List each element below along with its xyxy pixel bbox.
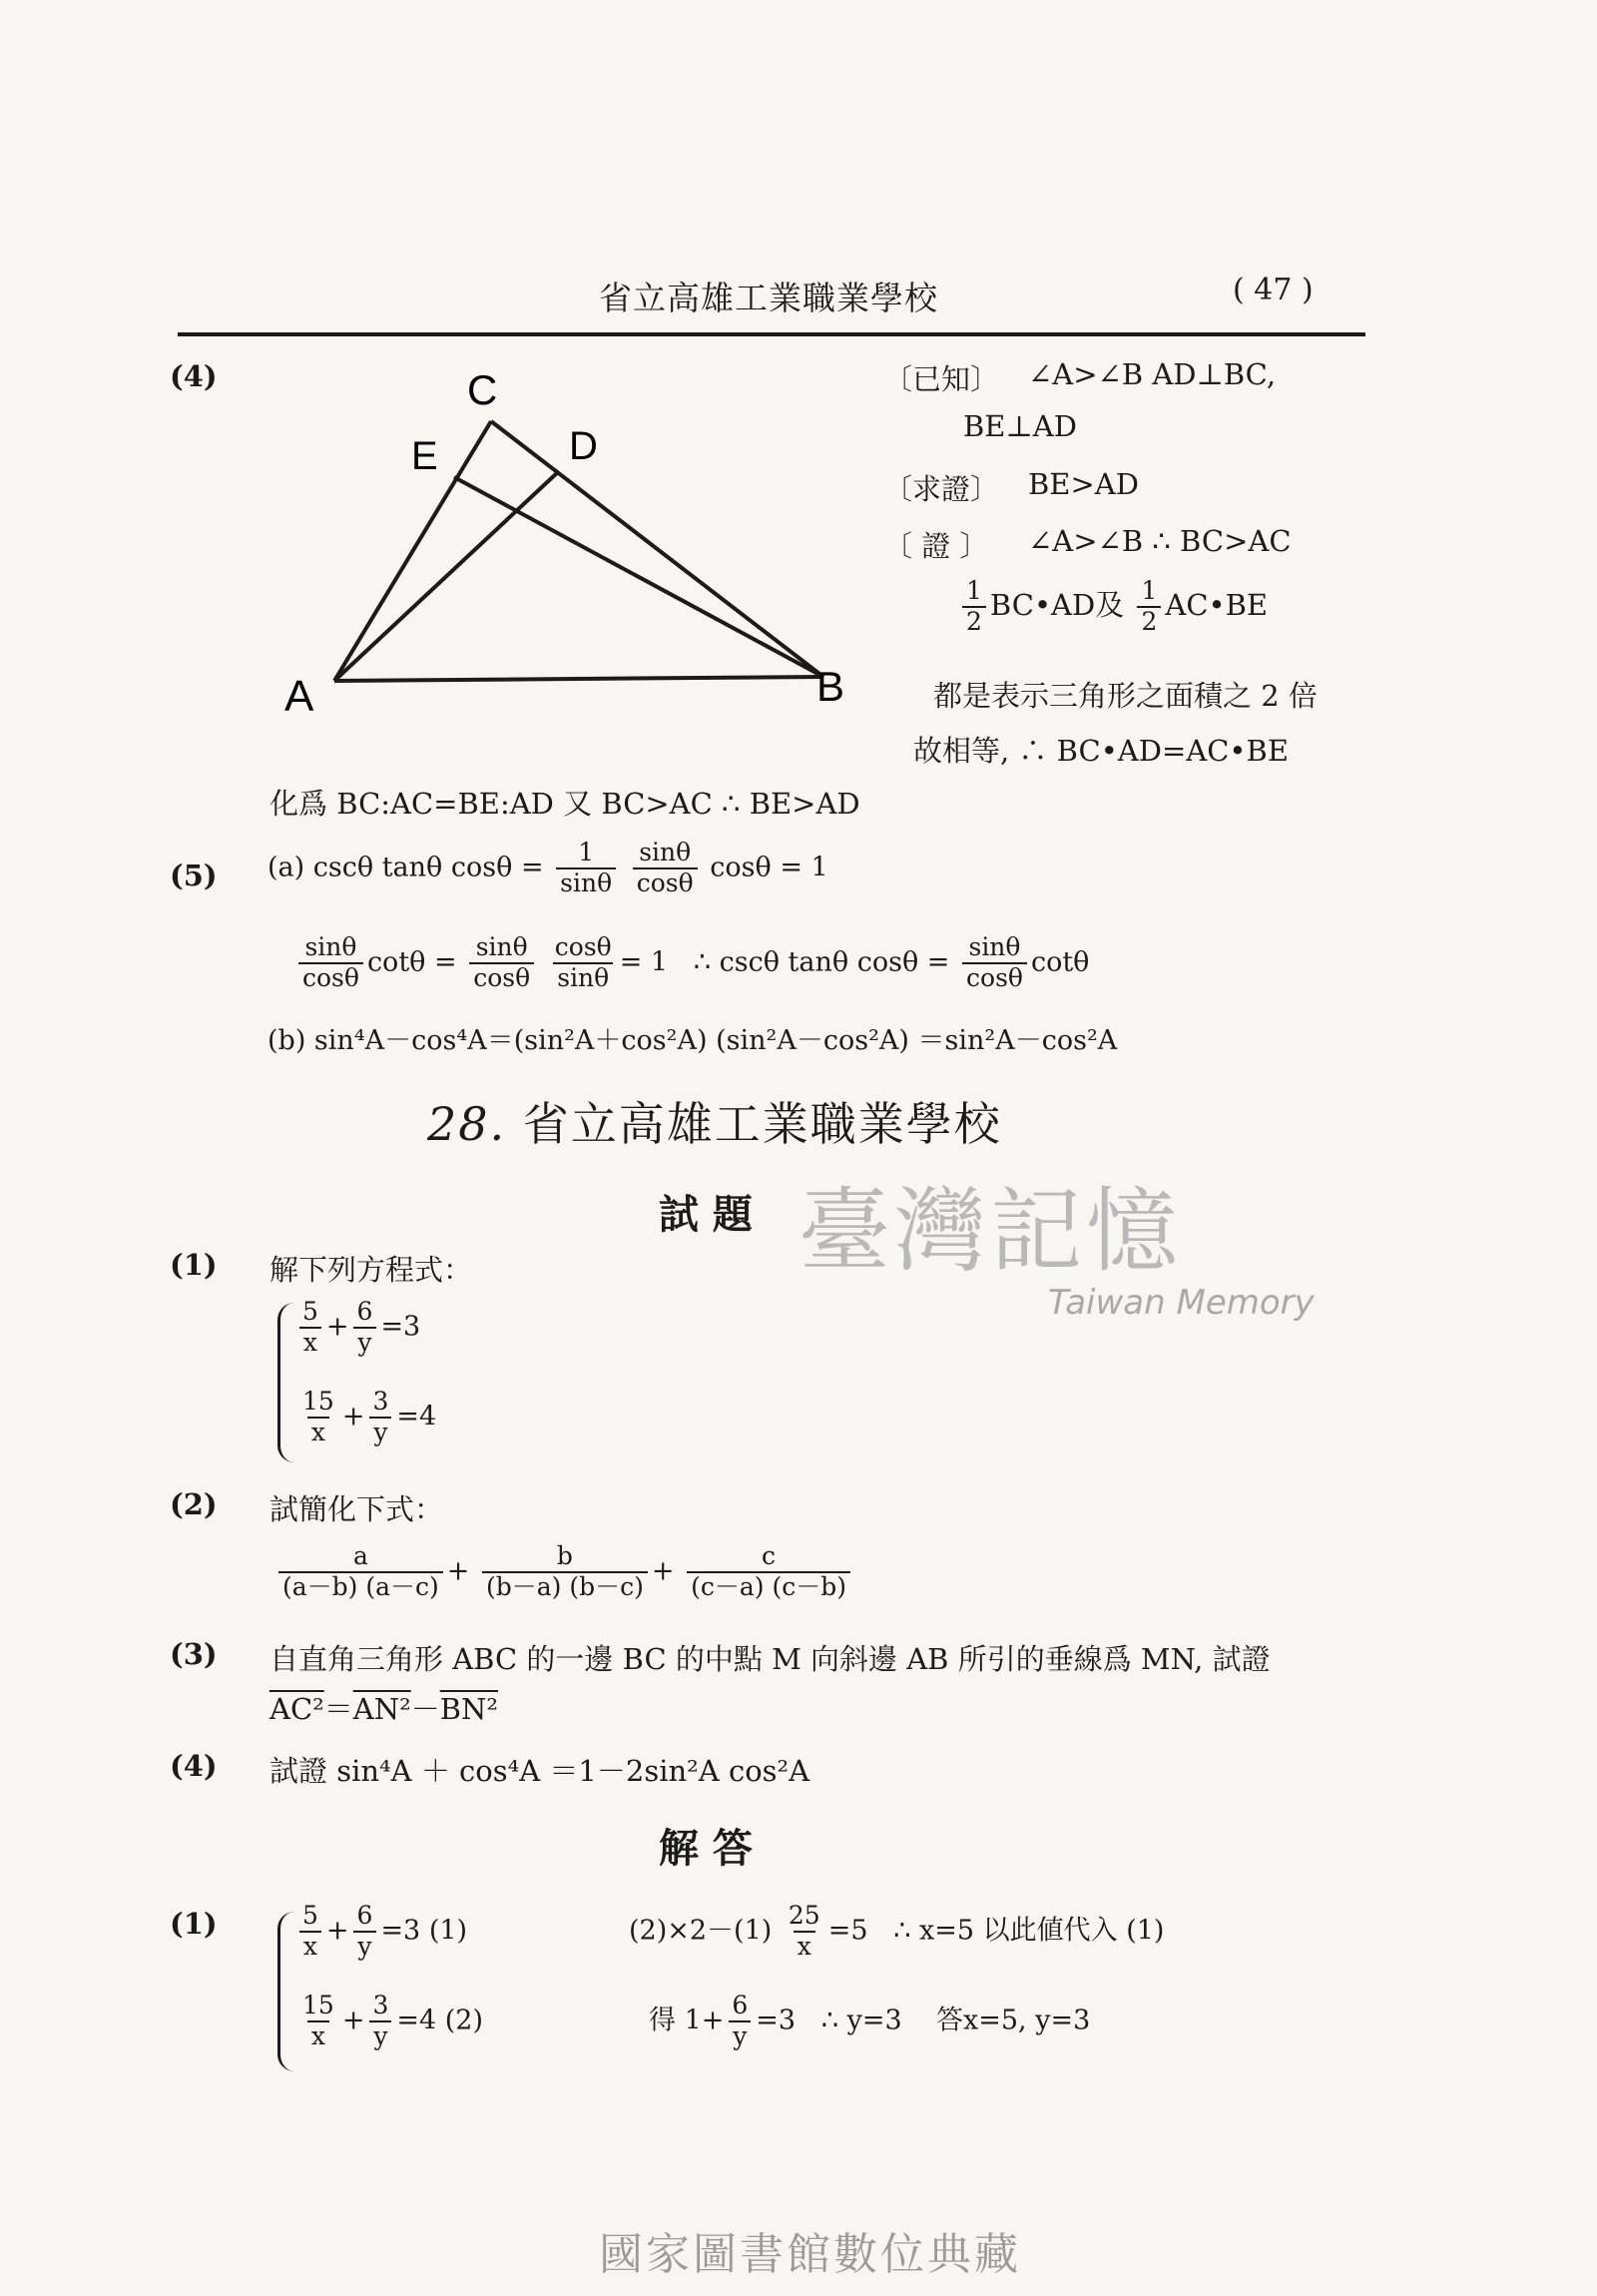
half-fraction-1: $\frac{1}{2}$ bbox=[962, 577, 986, 637]
proof-line-3: 都是表示三角形之面積之 2 倍 bbox=[933, 679, 1318, 713]
proof-line-1: ∠A>∠B ∴ BC>AC bbox=[1028, 524, 1292, 558]
a1-equation-1: $\frac{5}{x}$ + $\frac{6}{y}$ =3 (1) bbox=[294, 1902, 467, 1962]
a1-equation-2: $\frac{15}{x}$ + $\frac{3}{y}$ =4 (2) bbox=[302, 1991, 483, 2050]
q2-number: (2) bbox=[170, 1487, 218, 1521]
given-text-2: BE⊥AD bbox=[963, 409, 1077, 443]
proof-line-4: 故相等, ∴ BC•AD=AC•BE bbox=[913, 734, 1290, 768]
a1-brace bbox=[277, 1912, 294, 2071]
proof-line-2: $\frac{1}{2}$ BC•AD及 $\frac{1}{2}$ AC•BE bbox=[958, 577, 1268, 637]
segment-cb bbox=[491, 421, 823, 677]
q2-text: 試簡化下式： bbox=[269, 1492, 444, 1526]
problem-5b: (b) sin⁴A－cos⁴A＝(sin²A＋cos²A) (sin²A－cos²A) ＝sin²A－cos²A bbox=[267, 1025, 1118, 1056]
label-b: B bbox=[816, 663, 845, 710]
label-a: A bbox=[284, 672, 314, 719]
q1-brace bbox=[277, 1303, 294, 1462]
q4-text: 試證 sin⁴A ＋ cos⁴A ＝1－2sin²A cos²A bbox=[269, 1754, 810, 1788]
page-number: ( 47 ) bbox=[1233, 273, 1314, 307]
segment-ab bbox=[334, 677, 823, 681]
q2-expression: $\frac{a}{(a-b) (a-c)}$ + $\frac{b}{(b-a) (b-c)}$ + $\frac{c}{(c-a) (c-b)}$ bbox=[274, 1542, 854, 1602]
q3-text: 自直角三角形 ABC 的一邊 BC 的中點 M 向斜邊 AB 所引的垂線爲 MN, 試證 bbox=[269, 1642, 1271, 1676]
label-c: C bbox=[467, 366, 498, 413]
given-label: 〔已知〕 bbox=[883, 362, 1000, 396]
watermark-zh: 臺灣記憶 bbox=[798, 1178, 1183, 1285]
q3-number: (3) bbox=[170, 1637, 218, 1671]
exam-heading: 試 題 bbox=[659, 1191, 753, 1238]
q1-equation-1: $\frac{5}{x}$ + $\frac{6}{y}$ =3 bbox=[294, 1298, 420, 1358]
label-e: E bbox=[411, 434, 438, 478]
segment-be bbox=[454, 477, 823, 677]
a1-step-2: 得 1+ $\frac{6}{y}$ =3 ∴ y=3 答x=5, y=3 bbox=[649, 1991, 1091, 2050]
problem-5-number: (5) bbox=[170, 859, 218, 892]
watermark-en: Taiwan Memory bbox=[1048, 1283, 1315, 1323]
running-header-title: 省立高雄工業職業學校 bbox=[599, 279, 938, 317]
q4-number: (4) bbox=[170, 1749, 218, 1783]
label-d: D bbox=[569, 424, 598, 468]
q1-text: 解下列方程式： bbox=[269, 1253, 473, 1287]
prove-label: 〔求證〕 bbox=[883, 472, 1000, 506]
prove-text: BE>AD bbox=[1028, 467, 1139, 501]
half-fraction-2: $\frac{1}{2}$ bbox=[1137, 577, 1161, 637]
footer-archive-label: 國家圖書館數位典藏 bbox=[599, 2229, 1021, 2280]
q3-identity: AC²＝AN²－BN² bbox=[269, 1692, 499, 1726]
header-rule bbox=[178, 332, 1365, 336]
problem-5a-line-1: (a) cscθ tanθ cosθ = $\frac{1}{\sin\theta}$ $\frac{\sin\theta}{\cos\theta}$ cosθ = 1 bbox=[267, 838, 828, 897]
segment-ad bbox=[334, 471, 559, 681]
given-text: ∠A>∠B AD⊥BC, bbox=[1028, 357, 1277, 391]
a1-step-1: (2)×2－(1) $\frac{25}{x}$ =5 ∴ x=5 以此値代入 (1) bbox=[629, 1901, 1165, 1961]
proof-line-5: 化爲 BC:AC=BE:AD 又 BC>AC ∴ BE>AD bbox=[269, 787, 860, 821]
section-title: 28. 省立高雄工業職業學校 bbox=[427, 1097, 1002, 1151]
problem-4-number: (4) bbox=[170, 359, 218, 393]
a1-number: (1) bbox=[170, 1907, 218, 1941]
triangle-figure bbox=[269, 359, 848, 719]
proof-label: 〔 證 〕 bbox=[883, 529, 989, 563]
q1-equation-2: $\frac{15}{x}$ + $\frac{3}{y}$ =4 bbox=[302, 1387, 437, 1446]
answer-heading: 解 答 bbox=[659, 1825, 753, 1872]
q1-number: (1) bbox=[170, 1248, 218, 1282]
problem-5a-line-2: $\frac{\sin\theta}{\cos\theta}$ cotθ = $\frac{\sin\theta}{\cos\theta}$ $\frac{\cos\theta}{\sin\theta}$ = 1 ∴ cscθ tanθ cosθ = $\frac{\sin\theta}{\cos\theta}$ cotθ bbox=[294, 933, 1089, 993]
